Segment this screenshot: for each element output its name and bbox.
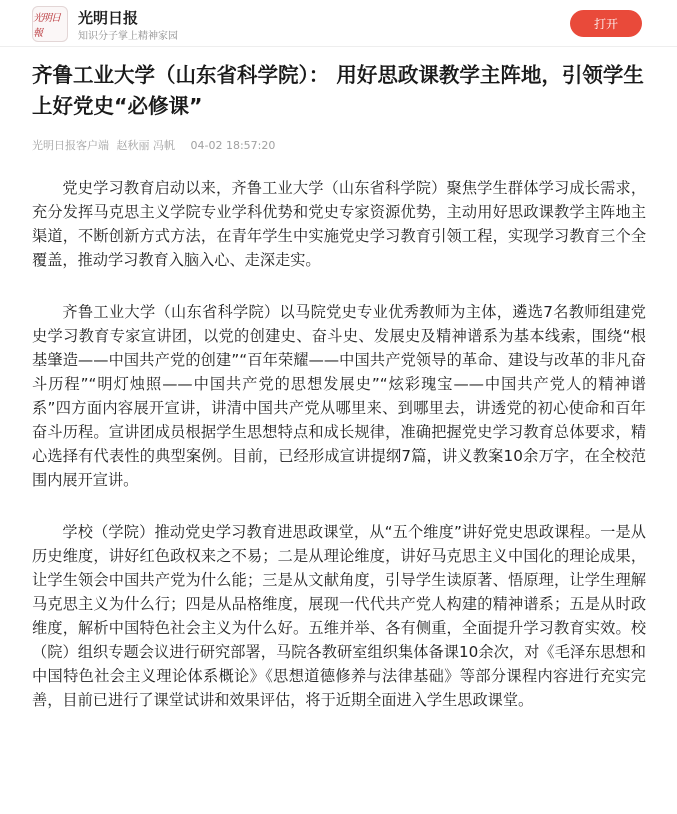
article-time: 04-02 18:57:20 — [190, 139, 276, 152]
header-divider — [0, 46, 677, 47]
app-slogan: 知识分子掌上精神家园 — [78, 31, 178, 42]
app-logo[interactable] — [32, 6, 68, 42]
article-source[interactable]: 光明日报客户端 — [32, 139, 109, 152]
article-paragraph: 党史学习教育启动以来，齐鲁工业大学（山东省科学院）聚焦学生群体学习成长需求，充分发挥马克思主义学院专业学科优势和党史专家资源优势，主动用好思政课教学主阵地主渠道，不断创新方式方法，在青年学生中实施党史学习教育引领工程，实现学习教育三个全覆盖，推动学习教育入脑入心、走深走实。 — [32, 179, 646, 269]
open-app-button[interactable]: 打开 — [570, 10, 642, 37]
article-meta — [32, 137, 648, 153]
app-banner — [0, 0, 677, 46]
article-paragraph: 学校（学院）推动党史学习教育进思政课堂，从“五个维度”讲好党史思政课程。一是从历史维度，讲好红色政权来之不易；二是从理论维度，讲好马克思主义中国化的理论成果，让学生领会中国共产党为什么能；三是从文献角度，引导学生读原著、悟原理，让学生理解马克思主义为什么行；四是从品格维度，展现一代代共产党人构建的精神谱系；五是从时政维度，解析中国特色社会主义为什么好。五维并举、各有侧重，全面提升学习教育实效。校（院）组织专题会议进行研究部署，马院各教研室组织集体备课10余次，对《毛泽东思想和中国特色社会主义理论体系概论》《思想道德修养与法律基础》等部分课程内容进行充实完善，目前已进行了课堂试讲和效果评估，将于近期全面进入学生思政课堂。 — [32, 523, 646, 709]
article-body — [32, 176, 646, 740]
article-paragraph: 齐鲁工业大学（山东省科学院）以马院党史专业优秀教师为主体，遴选7名教师组建党史学习教育专家宣讲团，以党的创建史、奋斗史、发展史及精神谱系为基本线索，围绕“根基肇造——中国共产党的创建”“百年荣耀——中国共产党领导的革命、建设与改革的非凡奋斗历程”“明灯烛照——中国共产党的思想发展史”“炫彩瑰宝——中国共产党人的精神谱系”四方面内容展开宣讲，讲清中国共产党从哪里来、到哪里去，讲透党的初心使命和百年奋斗历程。宣讲团成员根据学生思想特点和成长规律，准确把握党史学习教育总体要求，精心选择有代表性的典型案例。目前，已经形成宣讲提纲7篇，讲义教案10余万字，在全校范围内展开宣讲。 — [32, 303, 646, 489]
app-name: 光明日报 — [78, 9, 139, 27]
article-title: 齐鲁工业大学（山东省科学院）： 用好思政课教学主阵地，引领学生上好党史“必修课” — [32, 63, 644, 118]
article-authors: 赵秋丽 冯帆 — [116, 139, 175, 152]
logo-text: 光明日報 — [33, 13, 60, 39]
